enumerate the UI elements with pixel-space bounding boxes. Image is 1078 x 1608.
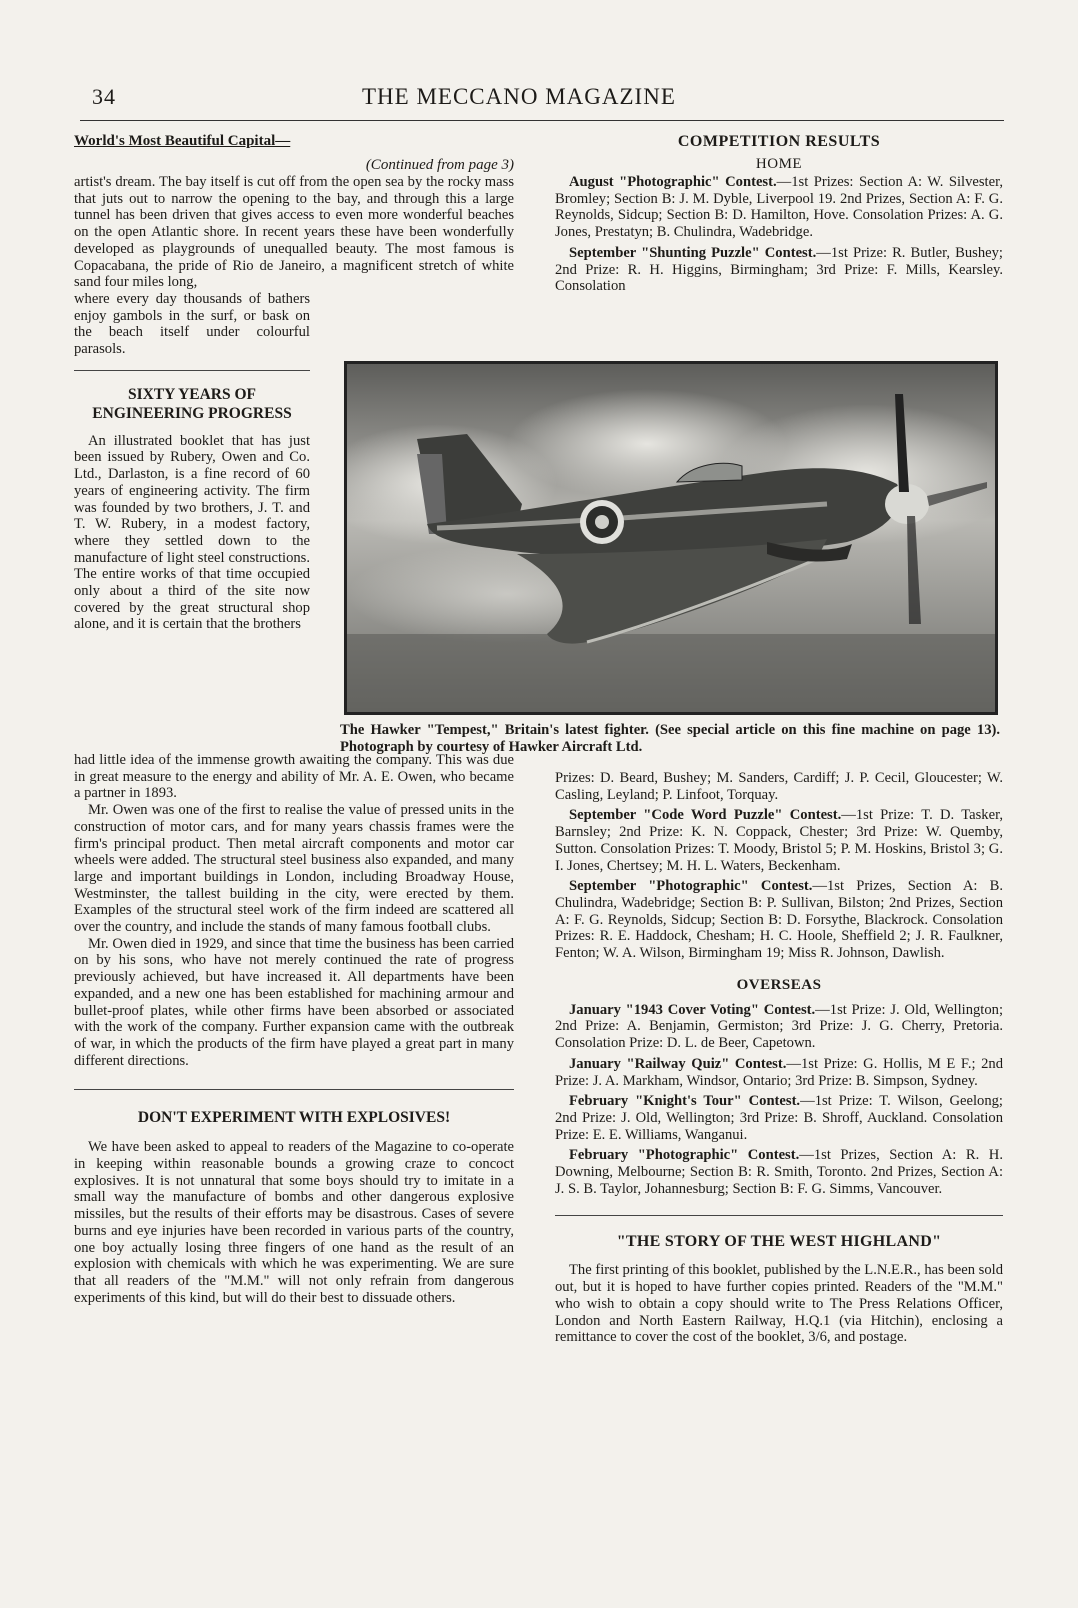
page-number: 34 [92, 84, 116, 109]
right-column-continued [555, 770, 1003, 1346]
result-entry [555, 807, 1003, 874]
contest-winners: —1st Prize: T. D. Tasker, Barnsley; 2nd Prize: K. N. Coppack, Chester; 3rd Prize: W. Quemby, Sutton. Consolation Prizes: T. Moody, Bristol 5; P. M. Hoskins, Bristol 3; G. I. Jones, Chertsey; M. H. L. Waters, Beckenham. [555, 807, 1003, 874]
capital-article [74, 132, 514, 358]
capital-title: World's Most Beautiful Capital— [74, 133, 291, 149]
contest-winners: —1st Prizes: Section A: W. Silvester, Bromley; Section B: J. M. Dyble, Liverpool 19. 2nd Prizes, Section A: F. G. Reynolds, Sidcup; Section B: D. Hamilton, Hove. Consolation Prizes: A. G. Jones, Prestatyn; B. Chulindra, Wadebridge. [555, 174, 1003, 241]
contest-name: September "Photographic" Contest. [569, 878, 813, 895]
competition-results-title: COMPETITION RESULTS [677, 133, 881, 150]
home-label: HOME [755, 156, 803, 172]
result-entry [555, 1056, 1003, 1089]
right-column [555, 132, 1003, 299]
aircraft-photo [344, 361, 998, 715]
contest-winners: —1st Prize: G. Hollis, M E F.; 2nd Prize: J. A. Markham, Windsor, Ontario; 3rd Prize: B. Simpson, Sydney. [555, 1055, 1003, 1089]
sixty-years-paragraph-2: Mr. Owen was one of the first to realise the value of pressed units in the construction of motor cars, and for many years chassis frames were the firm's principal product. Then metal aircraft components and motor car wheels were added. The structural steel business also expanded, and many large and important buildings in London, including Broadway House, Westminster, the tallest building in the city, were erected by them. Examples of the structural steel work of the firm indeed are scattered all over the country, and include the stands of many famous football clubs. [74, 802, 514, 936]
contest-name: August "Photographic" Contest. [569, 174, 777, 190]
contest-winners: —1st Prize: R. Butler, Bushey; 2nd Prize: R. H. Higgins, Birmingham; 3rd Prize: F. Mills, Kearsley. Consolation [555, 244, 1003, 295]
continued-note: (Continued from page 3) [365, 157, 514, 173]
result-entry [555, 1093, 1003, 1143]
contest-winners: —1st Prizes, Section A: R. H. Downing, Melbourne; Section B: R. Smith, Toronto. 2nd Prizes, Section A: J. S. B. Taylor, Johannesburg; Section B: F. G. Simms, Vancouver. [555, 1147, 1003, 1197]
result-entry [555, 1147, 1003, 1197]
contest-name: September "Shunting Puzzle" Contest. [569, 244, 817, 261]
west-highland-article [555, 1232, 1003, 1346]
contest-name: February "Knight's Tour" Contest. [569, 1093, 801, 1110]
header-rule [80, 120, 1004, 121]
contest-name: February "Photographic" Contest. [569, 1147, 800, 1164]
result-entry [555, 1002, 1003, 1052]
contest-winners: —1st Prize: J. Old, Wellington; 2nd Prize: A. Benjamin, Germiston; 3rd Prize: J. G. Cherry, Pretoria. Consolation Prize: D. L. de Beer, Capetown. [555, 1001, 1003, 1052]
contest-winners: —1st Prize: T. Wilson, Geelong; 2nd Prize: J. Old, Wellington; 3rd Prize: B. Shroff, Auckland. Consolation Prize: E. E. Williams, Wanganui. [555, 1093, 1003, 1143]
result-entry [555, 245, 1003, 295]
west-highland-title: "THE STORY OF THE WEST HIGHLAND" [616, 1233, 942, 1251]
sixty-years-paragraph-3: Mr. Owen died in 1929, and since that time the business has been carried on by his sons, who have not merely continued the rate of progress previously achieved, but have increased it. All departments have been expanded, and a new one has been established for machining armour and bullet-proof plates, while other firms have been absorbed or associated with the work of the company. Further expansion came with the outbreak of war, in which the products of the firm have played a great part in many different directions. [74, 935, 514, 1069]
result-entry [555, 174, 1003, 241]
sixty-years-title: SIXTY YEARS OF ENGINEERING PROGRESS [92, 385, 292, 422]
explosives-article [74, 1108, 514, 1306]
left-column-continued [74, 752, 514, 1306]
overseas-label: OVERSEAS [736, 976, 822, 993]
section-divider [555, 1215, 1003, 1216]
sixty-years-article [74, 385, 310, 633]
sixty-years-text-narrow: An illustrated booklet that has just been issued by Rubery, Owen and Co. Ltd., Darlaston, is a fine record of 60 years of engineering activity. The firm was founded by two brothers, J. T. and T. W. Rubery, in a modest factory, where they settled down to the manufacture of light steel constructions. The entire works of that time occupied only about a third of the site now covered by the great structural shop alone, and it is certain that the brothers [74, 432, 310, 633]
contest-winners: —1st Prizes, Section A: B. Chulindra, Wadebridge; Section B: P. Sullivan, Bilston; 2nd Prizes, Section A: F. G. Reynolds, Sidcup; Section B: D. Forsythe, Blackrock. Consolation Prizes: R. E. Haddock, Chesham; H. C. Hoole, Sheffield 2; J. R. Faulkner, Fenton; W. A. Wilson, Birmingham 19; Miss R. Johnson, Dawlish. [555, 878, 1004, 962]
capital-text-narrow: where every day thousands of bathers enjoy gambols in the surf, or bask on the beach itself under colourful parasols. [74, 290, 310, 358]
result-entry [555, 878, 1003, 962]
west-highland-text: The first printing of this booklet, published by the L.N.E.R., has been sold out, but it is hoped to have further copies printed. Readers of the "M.M." who wish to obtain a copy should write to The Press Relations Officer, London and North Eastern Railway, H.Q.1 (via Hitchin), enclosing a remittance to cover the cost of the booklet, 3/6, and postage. [555, 1262, 1003, 1346]
hawker-tempest-image [347, 364, 995, 712]
explosives-title: DON'T EXPERIMENT WITH EXPLOSIVES! [137, 1109, 451, 1127]
contest-name: January "1943 Cover Voting" Contest. [569, 1001, 816, 1018]
explosives-text: We have been asked to appeal to readers of the Magazine to co-operate in keeping within reasonable bounds a growing craze to concoct explosives. It is not unnatural that some boys should try to imitate in a small way the manufacture of bombs and other dangerous explosive missiles, but the results of their efforts may be disastrous. Cases of severe burns and eye injuries have been recorded in various parts of the country, one boy actually losing three fingers of one hand as the result of an explosion with chemicals with which he was experimenting. We are sure that all readers of the "M.M." will not only refrain from dangerous experiments of this kind, but will do their best to dissuade others. [74, 1139, 514, 1306]
sixty-years-text-wide: had little idea of the immense growth awaiting the company. This was due in great measure to the energy and ability of Mr. A. E. Owen, who became a partner in 1893. [74, 752, 514, 802]
capital-text: artist's dream. The bay itself is cut off from the open sea by the rocky mass that juts out to narrow the opening to the bay, and through this a large tunnel has been driven that gives access to even more wonderful beaches on the open Atlantic shore. In recent years these have been wonderfully developed as playgrounds of unequalled beauty. The most famous is Copacabana, the pride of Rio de Janeiro, a magnificent stretch of white sand four miles long, [74, 174, 514, 291]
contest-name: September "Code Word Puzzle" Contest. [569, 807, 842, 824]
contest-name: January "Railway Quiz" Contest. [569, 1055, 787, 1072]
section-divider [74, 370, 310, 371]
section-divider [74, 1089, 514, 1090]
result-entry-continued: Prizes: D. Beard, Bushey; M. Sanders, Cardiff; J. P. Cecil, Gloucester; W. Casling, Leyland; P. Linfoot, Torquay. [555, 770, 1003, 803]
photo-caption: The Hawker "Tempest," Britain's latest fighter. (See special article on this fine machine on page 13). Photograph by courtesy of Hawker Aircraft Ltd. [340, 722, 1000, 755]
magazine-title: THE MECCANO MAGAZINE [362, 84, 676, 109]
